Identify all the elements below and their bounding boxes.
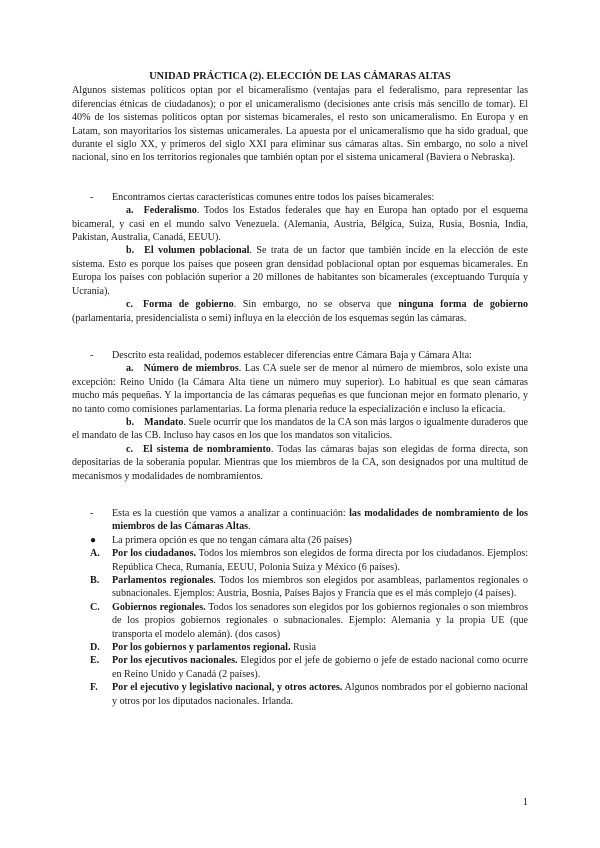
dash-marker: - (90, 191, 94, 203)
sub-item-federalismo: a. Federalismo. Todos los Estados federales que hay en Europa han optado por el esquema bicameral, y casi en el mundo salvo Venezuela. (Alemania, Austria, Bélgica, Suiza, Rusia, Bosnia, India, Pakistan, Australia, Canadá, EEUU). (72, 205, 528, 244)
option-item: C. Gobiernos regionales. Todos los senadores son elegidos por los gobiernos regionales o son miembros de los propios gobiernos regionales o subnacionales. Ejemplo: Alemania y la propia UE (que transporta el modelo alemán). (dos casos) (90, 601, 528, 640)
option-item: D. Por los gobiernos y parlamentos regional. Rusia (90, 642, 317, 654)
option-item: A. Por los ciudadanos. Todos los miembros son elegidos de forma directa por los ciudadanos. Ejemplos: República Checa, Rumanía, EEUU, Polonia Suiza y México (6 países). (90, 548, 528, 573)
bullet-item: ● La primera opción es que no tengan cámara alta (26 países) (90, 534, 352, 546)
option-item: B. Parlamentos regionales. Todos los miembros son elegidos por asambleas, parlamentos regionales o subnacionales. Ejemplos: Austria, Bosnia, Países Bajos y Francia que es el más complejo (4 países). (90, 575, 528, 600)
page-number: 1 (522, 797, 528, 808)
page-title: UNIDAD PRÁCTICA (2). ELECCIÓN DE LAS CÁMARAS ALTAS (149, 71, 451, 82)
dash-item (90, 507, 528, 534)
sub-item-volumen: b. El volumen poblacional. Se trata de un factor que también incide en la elección de este sistema. Esto es porque los países que poseen gran densidad poblacional optan por esquemas bicamerales. En Europa los países con población superior a 20 millones de habitantes son bicamerales (exceptuando Turquía y Ucrania). (72, 245, 528, 297)
option-item: F. Por el ejecutivo y legislativo nacional, y otros actores. Algunos nombrados por el gobierno nacional y otros por los diputados nacionales. Irlanda. (90, 682, 528, 707)
dash-item (90, 349, 528, 362)
section-lead: Encontramos ciertas características comunes entre todos los países bicamerales: (112, 191, 435, 203)
intro-paragraph: Algunos sistemas políticos optan por el bicameralismo (ventajas para el federalismo, para representar las diferencias étnicas de ciudadanos); o por el unicameralismo (decisiones ante crisis más sencillo de tomar). El 40% de los sistemas políticos optan por sistemas bicamerales, el resto son unicameralismo. En Europa y en Latam, son mayoritarios los sistemas unicamerales. La apuesta por el unicameralismo que ha sido gradual, que durante el siglo XX, y primeros del siglo XXI para eliminar sus cámaras altas. Sin embargo, no solo a nivel nacional, sino en los territorios regionales que también optan por el sistema unicameral (Baviera o Nebraska). (72, 85, 528, 164)
dash-marker: - (90, 507, 94, 519)
document-page (72, 70, 528, 708)
section-differences (72, 349, 528, 483)
section-lead: Descrito esta realidad, podemos establecer diferencias entre Cámara Baja y Cámara Alta: (112, 349, 472, 361)
dash-marker: - (90, 349, 94, 361)
section-lead: Esta es la cuestión que vamos a analizar a continuación: las modalidades de nombramiento de los miembros de las Cámaras Altas. (112, 507, 528, 533)
dash-item (90, 191, 528, 204)
option-item: E. Por los ejecutivos nacionales. Elegidos por el jefe de gobierno o jefe de estado nacional como ocurre en Reino Unido y Canadá (2 países). (90, 655, 528, 680)
sub-item-forma-gobierno: c. Forma de gobierno. Sin embargo, no se observa que ninguna forma de gobierno (parlamentaria, presidencialista o semi) influya en la elección de los esquemas según las cámaras. (72, 299, 529, 324)
section-modalities (72, 507, 528, 708)
sub-item-mandato: b. Mandato. Suele ocurrir que los mandatos de la CA son más largos o igualmente duraderos que el mandato de las CB. Incluso hay casos en los que los mandatos son vitalicios. (72, 416, 529, 442)
bullet-icon: ● (90, 534, 97, 546)
sub-item-nombramiento: c. El sistema de nombramiento. Todas las cámaras bajas son elegidas de forma directa, son depositarias de la soberanía popular. Mientras que los miembros de la CA, son designados por una multitud de mecanismos y modalidades de nombramientos. (72, 443, 528, 482)
sub-item-miembros: a. Número de miembros. Las CA suele ser de menor al número de miembros, solo existe una excepción: Reino Unido (la Cámara Alta tiene un número muy superior). Lo habitual es que sean cámaras mucho más pequeñas. Y la importancia de las cámaras pequeñas es que funcionan mejor en formato plenario, y no tanto como comisiones parlamentarias. La forma plenaria reduce la especialización e incluso la eficacia. (72, 363, 529, 415)
section-characteristics (72, 191, 528, 325)
